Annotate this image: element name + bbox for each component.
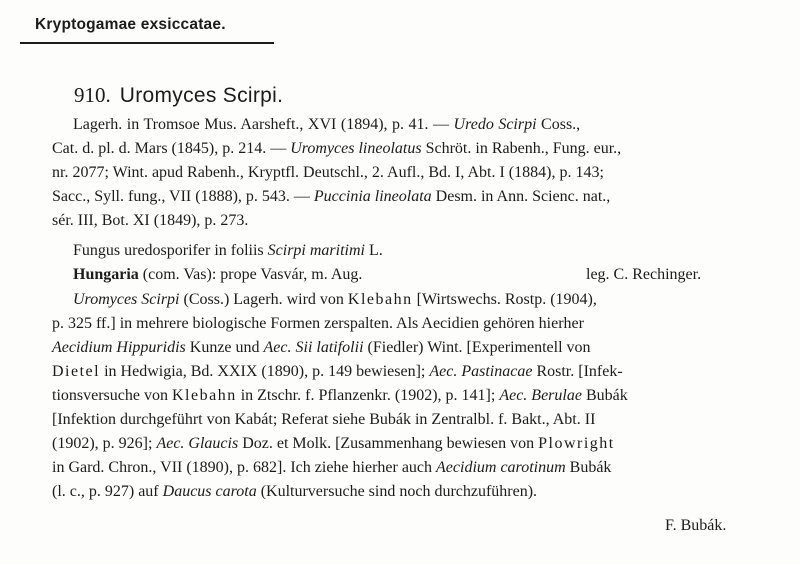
locality-line: Hungaria (com. Vas): prope Vasvár, m. Aug. bbox=[73, 266, 363, 283]
note-line-8: in Gard. Chron., VII (1890), p. 682]. Ich ziehe hierher auch Aecidium carotinum Bubák bbox=[52, 459, 612, 476]
synonym-name: Uromyces lineolatus bbox=[290, 140, 422, 157]
note-line-4: Dietel in Hedwigia, Bd. XXIX (1890), p. 149 bewiesen]; Aec. Pastinacae Rostr. [Infek- bbox=[52, 363, 623, 380]
synonym-name: Uredo Scirpi bbox=[453, 116, 537, 133]
note-line-6: [Infektion durchgeführt von Kabát; Referat siehe Bubák in Zentralbl. f. Bakt., Abt. II bbox=[52, 411, 596, 428]
synonymy-line-3: nr. 2077; Wint. apud Rabenh., Kryptfl. Deutschl., 2. Aufl., Bd. I, Abt. I (1884), p. 143; bbox=[52, 164, 604, 181]
note-line-1: Uromyces Scirpi (Coss.) Lagerh. wird von Klebahn [Wirtswechs. Rostp. (1904), bbox=[73, 291, 597, 308]
synonym-name: Puccinia lineolata bbox=[313, 188, 432, 205]
country-name: Hungaria bbox=[73, 266, 139, 283]
synonymy-line-2: Cat. d. pl. d. Mars (1845), p. 214. — Uromyces lineolatus Schröt. in Rabenh., Fung. eur., bbox=[52, 140, 622, 157]
header-rule bbox=[20, 12, 274, 44]
note-line-9: (l. c., p. 927) auf Daucus carota (Kulturversuche sind noch durchzuführen). bbox=[52, 483, 538, 500]
synonymy-line-1: Lagerh. in Tromsoe Mus. Aarsheft., XVI (1894), p. 41. — Uredo Scirpi Coss., bbox=[73, 116, 581, 133]
host-name: Scirpi maritimi bbox=[267, 242, 365, 259]
species-name: Uromyces Scirpi. bbox=[119, 84, 284, 107]
entry-heading bbox=[74, 83, 283, 108]
note-line-7: (1902), p. 926]; Aec. Glaucis Doz. et Molk. [Zusammenhang bewiesen von Plowright bbox=[52, 435, 615, 452]
entry-number: 910. bbox=[74, 83, 111, 107]
synonymy-line-4: Sacc., Syll. fung., VII (1888), p. 543. — Puccinia lineolata Desm. in Ann. Scienc. nat., bbox=[52, 188, 611, 205]
series-title: Kryptogamae exsiccatae. bbox=[35, 16, 226, 33]
collector: leg. C. Rechinger. bbox=[586, 266, 702, 283]
note-line-3: Aecidium Hippuridis Kunze und Aec. Sii latifolii (Fiedler) Wint. [Experimentell von bbox=[52, 339, 591, 356]
note-line-2: p. 325 ff.] in mehrere biologische Formen zerspalten. Als Aecidien gehören hierher bbox=[52, 315, 584, 332]
synonymy-line-5: sér. III, Bot. XI (1849), p. 273. bbox=[52, 212, 249, 229]
habitat-line: Fungus uredosporifer in foliis Scirpi maritimi L. bbox=[73, 242, 383, 259]
author-signature: F. Bubák. bbox=[665, 517, 727, 534]
note-line-5: tionsversuche von Klebahn in Ztschr. f. Pflanzenkr. (1902), p. 141]; Aec. Berulae Bubák bbox=[52, 387, 628, 404]
